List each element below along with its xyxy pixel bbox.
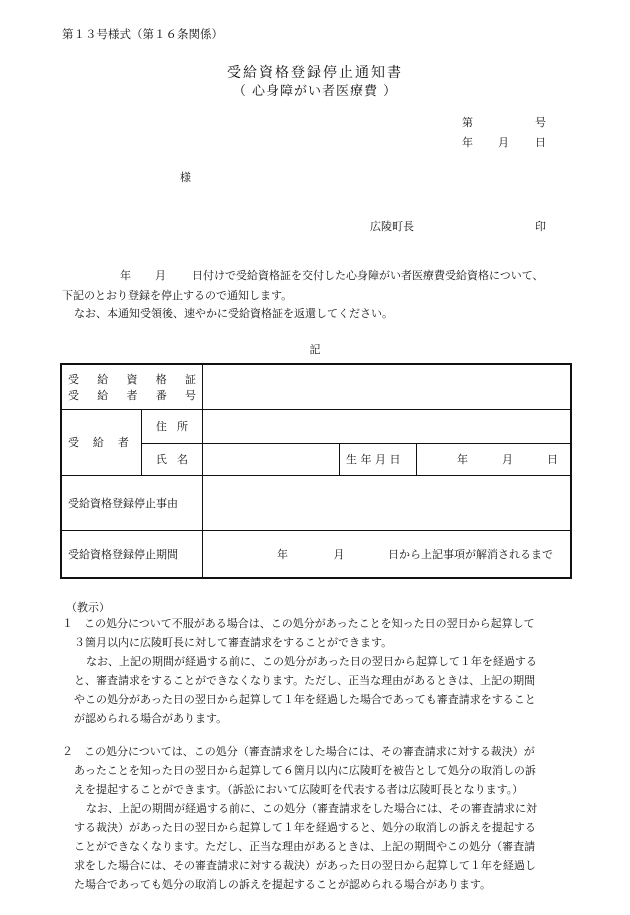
period-year-unit: 年	[277, 547, 288, 561]
issuer-name: 広陵町長	[370, 220, 414, 233]
document-number-prefix: 第	[462, 116, 473, 129]
birthdate-units	[423, 451, 564, 467]
instruction-line: ２ この処分については、この処分（審査請求をした場合には、その審査請求に対する裁決）が	[62, 745, 535, 758]
issue-date-month: 月	[498, 136, 509, 149]
table-row	[61, 475, 571, 530]
label-char: 番	[155, 388, 167, 402]
instruction-line: ことができなくなります。ただし、正当な理由があるときは、上記の期間やこの処分（審査請	[74, 840, 536, 853]
label-char: 格	[155, 372, 167, 386]
recipient-label-cell	[61, 409, 141, 475]
issue-date-year: 年	[462, 136, 473, 149]
label-char: 氏	[155, 453, 167, 466]
body-date-year: 年	[120, 269, 131, 282]
ki-marker: 記	[309, 343, 321, 356]
instruction-item-2	[62, 742, 576, 894]
name-label-cell	[141, 443, 202, 475]
instruction-line: と、審査請求をすることができなくなります。ただし、正当な理由があるときは、上記の期間	[74, 674, 536, 687]
seal-mark: 印	[535, 220, 546, 233]
reason-field[interactable]	[203, 475, 572, 530]
label-char: 名	[177, 453, 188, 466]
period-text: 日から上記事項が解消されるまで	[388, 547, 553, 561]
addressee-honorific: 様	[180, 171, 191, 184]
recipient-label	[68, 434, 135, 450]
instructions-heading: （教示）	[66, 601, 110, 614]
label-char: 号	[185, 388, 196, 402]
document-title: 受給資格登録停止通知書	[227, 65, 403, 81]
address-field[interactable]	[203, 409, 572, 443]
instruction-item-1	[62, 614, 576, 728]
label-char: 受	[68, 372, 79, 386]
label-char: 給	[92, 436, 104, 449]
label-char: 給	[97, 372, 109, 386]
body-date-month: 月	[155, 269, 166, 282]
reason-label-cell	[61, 475, 203, 530]
label-char: 者	[126, 388, 138, 402]
period-label: 受給資格登録停止期間	[68, 547, 178, 561]
birthdate-day-unit: 日	[547, 453, 558, 466]
table-row	[61, 364, 571, 409]
cert-label-line-2	[68, 387, 196, 403]
name-field[interactable]	[203, 443, 340, 475]
label-char: 受	[68, 436, 79, 449]
document-number-suffix: 号	[535, 116, 546, 129]
label-char: 者	[117, 436, 129, 449]
table-row	[61, 530, 571, 578]
instruction-line: １ この処分について不服がある場合は、この処分があったことを知った日の翌日から起算して	[62, 617, 535, 630]
instruction-line: やこの処分があった日の翌日から起算して１年を経過した場合であっても審査請求をすること	[74, 693, 536, 706]
address-label	[148, 418, 196, 434]
birthdate-year-unit: 年	[457, 453, 468, 466]
address-label-cell	[141, 409, 202, 443]
instruction-line: えを提起することができます。（訴訟において広陵町を代表する者は広陵町長となります。）	[74, 783, 524, 796]
instruction-line: 求をした場合には、その審査請求に対する裁決）があった日の翌日から起算して１年を経過し	[74, 859, 536, 872]
instruction-line: ３箇月以内に広陵町長に対して審査請求をすることができます。	[74, 636, 393, 649]
label-char: 証	[185, 372, 196, 386]
cert-number-label-cell	[61, 364, 203, 409]
instruction-line: た場合であっても処分の取消しの訴えを提起することが認められる場合があります。	[74, 878, 492, 891]
cert-label-line-1	[68, 371, 196, 387]
table-row	[61, 409, 571, 443]
instruction-line: あったことを知った日の翌日から起算して６箇月以内に広陵町を被告として処分の取消しの訴	[74, 764, 536, 777]
label-char: 給	[97, 388, 109, 402]
label-char: 受	[68, 388, 79, 402]
label-char: 所	[177, 420, 188, 433]
name-label	[148, 451, 196, 467]
instruction-line: する裁決）があった日の翌日から起算して１年を経過すると、処分の取消しの訴えを提起する	[74, 821, 536, 834]
label-char: 住	[155, 420, 167, 433]
body-line-3: なお、本通知受領後、速やかに受給資格証を返還してください。	[74, 307, 393, 320]
issue-date-day: 日	[535, 136, 546, 149]
document-subtitle: （ 心身障がい者医療費 ）	[232, 84, 398, 99]
reason-label: 受給資格登録停止事由	[68, 496, 178, 510]
period-month-unit: 月	[333, 547, 345, 561]
body-line-1: 日付けで受給資格証を交付した心身障がい者医療費受給資格について、	[192, 269, 544, 282]
birthdate-label-cell	[340, 443, 417, 475]
instruction-line: が認められる場合があります。	[74, 712, 228, 725]
instruction-line: なお、上記の期間が経過する前に、この処分（審査請求をした場合には、その審査請求に対	[86, 802, 537, 815]
birthdate-label: 生 年 月 日	[346, 453, 401, 466]
body-line-2: 下記のとおり登録を停止するので通知します。	[62, 289, 293, 302]
record-table	[60, 363, 572, 579]
period-field[interactable]	[203, 530, 572, 578]
birthdate-month-unit: 月	[502, 453, 513, 466]
form-number: 第１３号様式（第１６条関係）	[62, 27, 223, 41]
period-label-cell	[61, 530, 203, 578]
label-char: 資	[126, 372, 138, 386]
cert-number-field[interactable]	[203, 364, 572, 409]
instruction-line: なお、上記の期間が経過する前に、この処分があった日の翌日から起算して１年を経過する	[86, 655, 537, 668]
birthdate-field[interactable]	[417, 443, 572, 475]
